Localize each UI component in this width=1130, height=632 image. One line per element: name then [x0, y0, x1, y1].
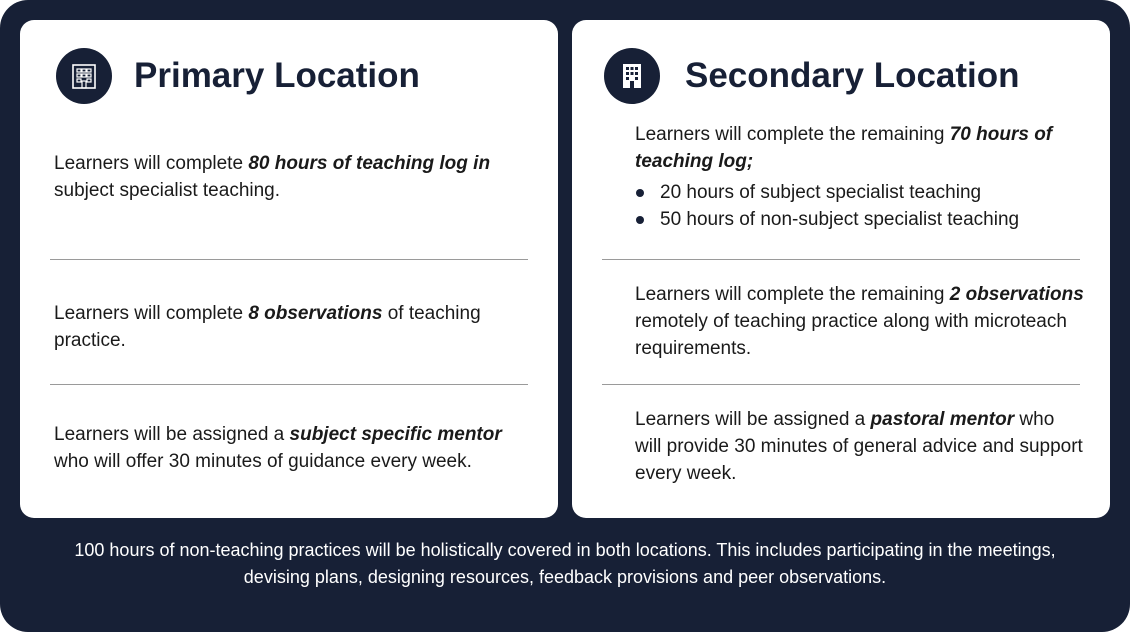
secondary-hours-breakdown-list — [635, 179, 1085, 233]
primary-hours-after: subject specialist teaching. — [54, 180, 281, 201]
apartment-building-icon-glyph — [620, 62, 644, 90]
secondary-mentor-after: who will provide 30 minutes of general advice and support every week. — [635, 409, 1083, 484]
primary-hours-before: Learners will complete — [54, 153, 249, 174]
apartment-building-icon — [604, 48, 660, 104]
secondary-location-title: Secondary Location — [685, 56, 1020, 95]
secondary-location-card — [572, 20, 1110, 518]
divider — [50, 259, 528, 260]
list-item: 50 hours of non-subject specialist teaching — [635, 206, 1085, 233]
secondary-observations-after: remotely of teaching practice along with microteach requirements. — [635, 311, 1067, 359]
primary-observations-text — [54, 300, 524, 354]
secondary-observations-emphasis: 2 observations — [949, 284, 1084, 305]
primary-mentor-emphasis: subject specific mentor — [289, 424, 502, 445]
office-building-icon-glyph — [71, 62, 97, 90]
secondary-observations-text — [635, 281, 1085, 362]
divider — [50, 384, 528, 385]
secondary-mentor-before: Learners will be assigned a — [635, 409, 871, 430]
divider — [602, 259, 1080, 260]
secondary-mentor-text — [635, 406, 1085, 487]
primary-observations-emphasis: 8 observations — [248, 303, 383, 324]
primary-location-card — [20, 20, 558, 518]
secondary-mentor-emphasis: pastoral mentor — [870, 409, 1015, 430]
primary-hours-emphasis: 80 hours of teaching log in — [248, 153, 491, 174]
primary-mentor-before: Learners will be assigned a — [54, 424, 290, 445]
secondary-observations-before: Learners will complete the remaining — [635, 284, 950, 305]
secondary-hours-before: Learners will complete the remaining — [635, 124, 950, 145]
primary-hours-text — [54, 150, 524, 204]
primary-observations-before: Learners will complete — [54, 303, 249, 324]
list-item: 20 hours of subject specialist teaching — [635, 179, 1085, 206]
primary-mentor-text — [54, 421, 524, 475]
secondary-hours-text — [635, 121, 1085, 175]
primary-observations-after: of teaching practice. — [54, 303, 481, 351]
primary-location-title: Primary Location — [134, 56, 420, 95]
footer-note: 100 hours of non-teaching practices will be holistically covered in both locations. This includes participating in the meetings, devising plans, designing resources, feedback provisions and peer observations. — [74, 540, 1056, 587]
office-building-icon — [56, 48, 112, 104]
secondary-hours-emphasis: 70 hours of teaching log; — [635, 124, 1053, 172]
primary-mentor-after: who will offer 30 minutes of guidance every week. — [54, 451, 472, 472]
divider — [602, 384, 1080, 385]
